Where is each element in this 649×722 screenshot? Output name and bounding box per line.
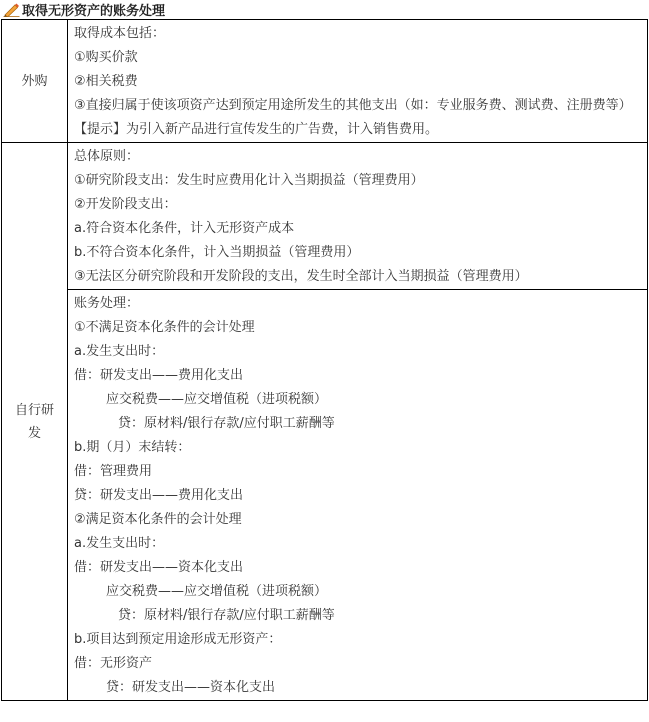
list-item: ③直接归属于使该项资产达到预定用途所发生的其他支出（如：专业服务费、测试费、注册费等） [74,98,632,113]
table-row-principles [2,143,648,290]
row-head-purchase [2,20,68,143]
list-item: 贷：原材料/银行存款/应付职工薪酬等 [118,416,335,431]
content-table [1,19,648,701]
list-item: ③无法区分研究阶段和开发阶段的支出，发生时全部计入当期损益（管理费用） [74,269,528,284]
list-item: 贷：原材料/银行存款/应付职工薪酬等 [118,608,335,623]
list-item: ①购买价款 [74,50,138,65]
list-item: a.发生支出时： [74,344,165,359]
list-item: ②开发阶段支出： [74,197,177,212]
title-bar [0,0,165,18]
row-body-accounting [68,290,648,701]
list-item: ②相关税费 [74,74,138,89]
list-item: b.期（月）末结转： [74,440,191,455]
list-item: 总体原则： [74,149,140,164]
list-item: 贷：研发支出——资本化支出 [106,680,276,695]
list-item: a.发生支出时： [74,536,165,551]
pen-icon [3,2,20,17]
row-head-label: 自行研 [14,402,54,418]
row-body-principles [68,143,648,290]
list-item: 取得成本包括： [74,26,166,41]
row-body-purchase [68,20,648,143]
table-row-accounting [2,290,648,701]
list-item: 应交税费——应交增值税（进项税额） [106,584,328,599]
list-item: b.不符合资本化条件，计入当期损益（管理费用） [74,245,360,260]
list-item: a.符合资本化条件，计入无形资产成本 [74,221,295,236]
list-item: 借：研发支出——资本化支出 [74,560,244,575]
list-item: ①不满足资本化条件的会计处理 [74,320,255,335]
list-item: 借：无形资产 [74,656,153,671]
list-item: 借：研发支出——费用化支出 [74,368,244,383]
row-head-label: 发 [27,425,41,441]
page-title: 取得无形资产的账务处理 [22,3,166,19]
row-head-label: 外购 [21,73,48,89]
list-item: 借：管理费用 [74,464,153,479]
list-item: ②满足资本化条件的会计处理 [74,512,242,527]
list-item: b.项目达到预定用途形成无形资产： [74,632,282,647]
table-row-purchase [2,20,648,143]
list-item: ①研究阶段支出：发生时应费用化计入当期损益（管理费用） [74,173,424,188]
list-item: 应交税费——应交增值税（进项税额） [106,392,328,407]
list-item: 贷：研发支出——费用化支出 [74,488,244,503]
list-item: 账务处理： [74,296,140,311]
list-item: 【提示】为引入新产品进行宣传发生的广告费，计入销售费用。 [74,122,439,137]
row-head-self-develop [2,143,68,701]
